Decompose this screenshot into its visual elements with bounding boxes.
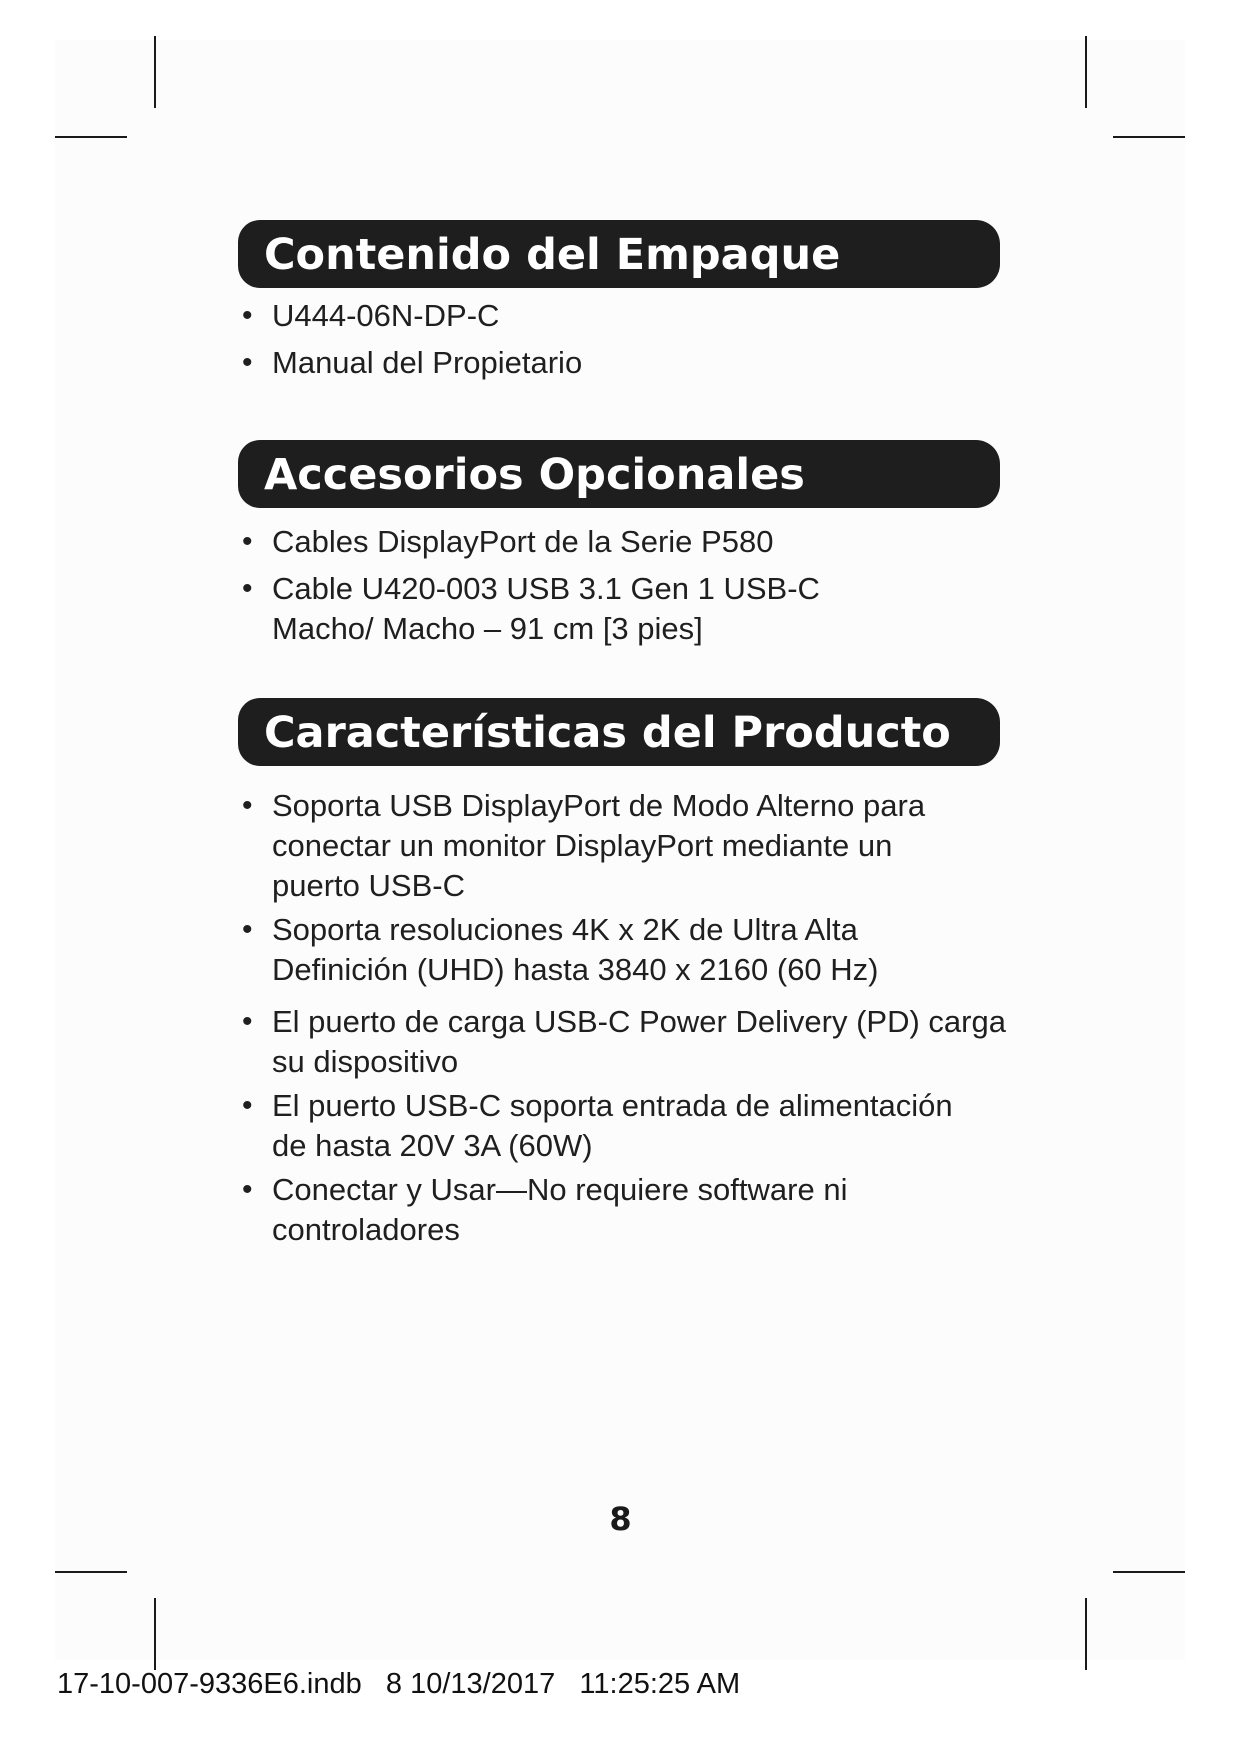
bullet-list xyxy=(238,786,1006,1250)
list-item: • U444-06N-DP-C xyxy=(242,296,1000,336)
section-heading: Accesorios Opcionales xyxy=(238,440,1000,508)
list-item: • Cable U420-003 USB 3.1 Gen 1 USB-C Macho/ Macho – 91 cm [3 pies] xyxy=(242,569,927,649)
crop-mark-top-left-horizontal xyxy=(55,136,127,138)
crop-mark-bottom-right-horizontal xyxy=(1113,1571,1185,1573)
crop-mark-bottom-left-vertical xyxy=(154,1598,156,1670)
crop-mark-top-left-vertical xyxy=(154,36,156,108)
crop-mark-top-right-vertical xyxy=(1085,36,1087,108)
section-optional-accessories xyxy=(238,440,1000,649)
crop-mark-bottom-right-vertical xyxy=(1085,1598,1087,1670)
list-item: • Cables DisplayPort de la Serie P580 xyxy=(242,522,1000,562)
list-item: • El puerto USB-C soporta entrada de alimentación de hasta 20V 3A (60W) xyxy=(242,1086,987,1166)
list-item: • Manual del Propietario xyxy=(242,343,1000,383)
list-item: • Soporta resoluciones 4K x 2K de Ultra Alta Definición (UHD) hasta 3840 x 2160 (60 Hz) xyxy=(242,910,932,990)
bullet-list xyxy=(238,522,1000,649)
list-item: • Conectar y Usar—No requiere software ni controladores xyxy=(242,1170,912,1250)
crop-mark-bottom-left-horizontal xyxy=(55,1571,127,1573)
list-item: • El puerto de carga USB-C Power Delivery (PD) carga su dispositivo xyxy=(242,1002,1017,1082)
bullet-list xyxy=(238,296,1000,383)
list-item: • Soporta USB DisplayPort de Modo Alterno para conectar un monitor DisplayPort mediante un puerto USB-C xyxy=(242,786,972,906)
section-package-contents xyxy=(238,220,1000,383)
section-heading: Contenido del Empaque xyxy=(238,220,1000,288)
section-heading: Características del Producto xyxy=(238,698,1000,766)
crop-mark-top-right-horizontal xyxy=(1113,136,1185,138)
section-product-features xyxy=(238,698,1006,1250)
print-slug: 17-10-007-9336E6.indb 8 10/13/2017 11:25:25 AM xyxy=(57,1668,741,1700)
page-number: 8 xyxy=(609,1500,632,1538)
